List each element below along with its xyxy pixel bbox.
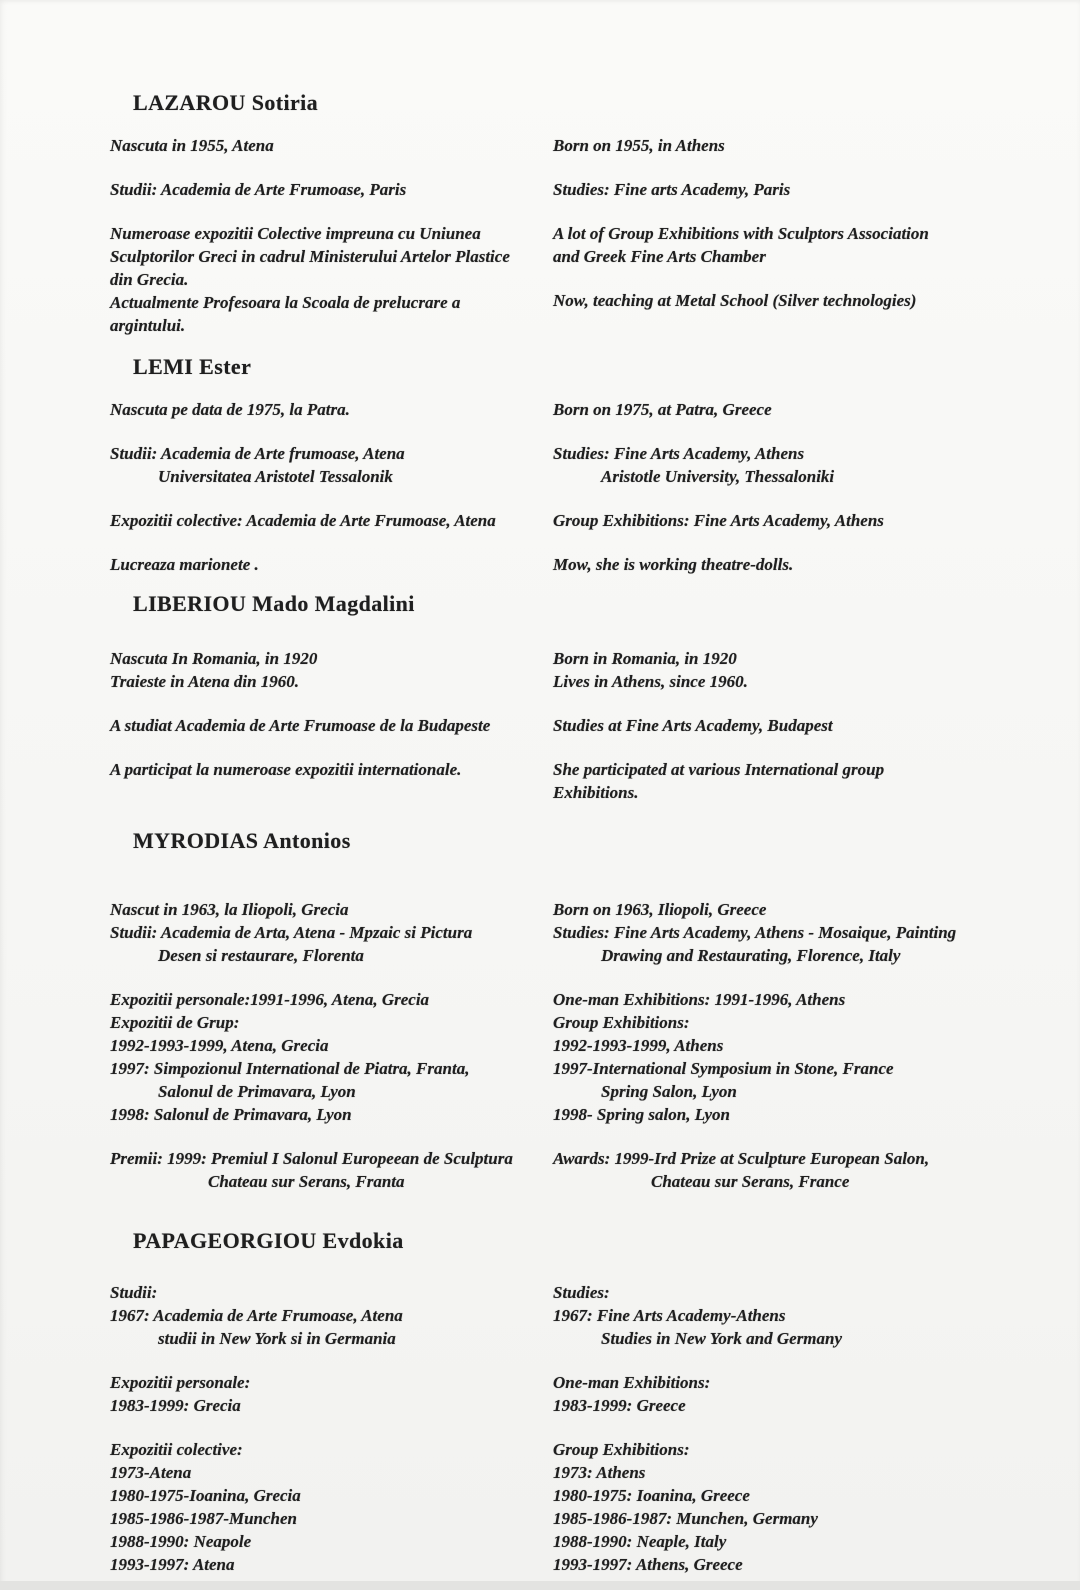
- text-line: Chateau sur Serans, France: [651, 1172, 850, 1191]
- text-line: 1998: Salonul de Primavara, Lyon: [110, 1105, 352, 1124]
- column-right-english: [553, 898, 956, 1193]
- text-line: 1983-1999: Greece: [553, 1396, 686, 1415]
- bio-paragraph: [110, 988, 513, 1126]
- text-line: 1967: Fine Arts Academy-Athens: [553, 1306, 786, 1325]
- text-line: 1983-1999: Grecia: [110, 1396, 241, 1415]
- text-line: Aristotle University, Thessaloniki: [601, 467, 835, 486]
- text-line: Nascuta in 1955, Atena: [110, 136, 274, 155]
- bio-paragraph: [110, 1438, 403, 1576]
- bio-paragraph: [110, 1147, 513, 1193]
- text-line: Expozitii personale:1991-1996, Atena, Grecia: [110, 990, 430, 1009]
- text-line: Studies:: [553, 1283, 610, 1302]
- column-left-romanian: [110, 1281, 403, 1576]
- text-line: Group Exhibitions:: [553, 1440, 690, 1459]
- text-line: Chateau sur Serans, Franta: [208, 1172, 405, 1191]
- text-line: 1993-1997: Atena: [110, 1555, 235, 1574]
- text-line: Traieste in Atena din 1960.: [110, 672, 300, 691]
- artist-section: [0, 90, 1080, 335]
- text-line: Spring Salon, Lyon: [601, 1082, 737, 1101]
- text-line: Born in Romania, in 1920: [553, 649, 737, 668]
- artist-name: LEMI Ester: [133, 354, 252, 379]
- text-line: Universitatea Aristotel Tessalonik: [158, 467, 393, 486]
- text-line: 1985-1986-1987-Munchen: [110, 1509, 298, 1528]
- text-line: 1985-1986-1987: Munchen, Germany: [553, 1509, 818, 1528]
- artist-name: MYRODIAS Antonios: [133, 828, 351, 853]
- text-line: 1980-1975-Ioanina, Grecia: [110, 1486, 301, 1505]
- text-line: Lives in Athens, since 1960.: [553, 672, 748, 691]
- bio-paragraph: [553, 988, 956, 1126]
- text-line: Drawing and Restaurating, Florence, Italy: [601, 946, 901, 965]
- text-line: Awards: 1999-Ird Prize at Sculpture European Salon,: [553, 1149, 930, 1168]
- text-line: Studii: Academia de Arte frumoase, Atena: [110, 444, 405, 463]
- text-line: 1980-1975: Ioanina, Greece: [553, 1486, 750, 1505]
- text-line: Lucreaza marionete .: [110, 555, 259, 574]
- bio-paragraph: [553, 758, 884, 804]
- bio-paragraph: [110, 222, 510, 337]
- text-line: argintului.: [110, 316, 186, 335]
- text-line: 1988-1990: Neaple, Italy: [553, 1532, 727, 1551]
- column-left-romanian: [110, 134, 510, 337]
- bio-paragraph: [110, 647, 490, 693]
- text-line: She participated at various International group: [553, 760, 885, 779]
- bio-paragraph: [553, 442, 884, 488]
- artist-name: PAPAGEORGIOU Evdokia: [133, 1228, 404, 1253]
- text-line: 1997: Simpozionul International de Piatra, Franta,: [110, 1059, 470, 1078]
- text-line: Expozitii colective: Academia de Arte Frumoase, Atena: [110, 511, 496, 530]
- text-line: Born on 1975, at Patra, Greece: [553, 400, 772, 419]
- text-line: Group Exhibitions: Fine Arts Academy, Athens: [553, 511, 884, 530]
- text-line: Studies: Fine Arts Academy, Athens: [553, 444, 805, 463]
- column-left-romanian: [110, 647, 490, 781]
- text-line: Salonul de Primavara, Lyon: [158, 1082, 356, 1101]
- text-line: Exhibitions.: [553, 783, 639, 802]
- text-line: Studii:: [110, 1283, 158, 1302]
- text-line: A studiat Academia de Arte Frumoase de la Budapeste: [110, 716, 491, 735]
- text-line: Nascuta pe data de 1975, la Patra.: [110, 400, 350, 419]
- text-line: Expozitii personale:: [110, 1373, 251, 1392]
- bio-paragraph: [553, 178, 929, 201]
- text-line: One-man Exhibitions:: [553, 1373, 711, 1392]
- text-line: Group Exhibitions:: [553, 1013, 690, 1032]
- text-line: Studies: Fine Arts Academy, Athens - Mosaique, Painting: [553, 923, 957, 942]
- bio-paragraph: [110, 553, 496, 576]
- column-right-english: [553, 134, 929, 312]
- text-line: Expozitii de Grup:: [110, 1013, 240, 1032]
- artist-section: [0, 1228, 1080, 1574]
- column-right-english: [553, 647, 884, 804]
- text-line: 1967: Academia de Arte Frumoase, Atena: [110, 1306, 403, 1325]
- bio-paragraph: [553, 647, 884, 693]
- artist-section: [0, 828, 1080, 1191]
- text-line: Now, teaching at Metal School (Silver technologies): [553, 291, 917, 310]
- bio-paragraph: [553, 1438, 842, 1576]
- bio-paragraph: [110, 1371, 403, 1417]
- text-line: Mow, she is working theatre-dolls.: [553, 555, 794, 574]
- text-line: and Greek Fine Arts Chamber: [553, 247, 766, 266]
- bio-paragraph: [110, 898, 513, 967]
- bio-paragraph: [110, 758, 490, 781]
- text-line: Numeroase expozitii Colective impreuna cu Uniunea: [110, 224, 481, 243]
- text-line: Born on 1955, in Athens: [553, 136, 725, 155]
- text-line: 1992-1993-1999, Atena, Grecia: [110, 1036, 329, 1055]
- text-line: 1973: Athens: [553, 1463, 646, 1482]
- bio-paragraph: [553, 222, 929, 268]
- bio-paragraph: [553, 289, 929, 312]
- text-line: 1988-1990: Neapole: [110, 1532, 252, 1551]
- text-line: A lot of Group Exhibitions with Sculptors Association: [553, 224, 929, 243]
- text-line: din Grecia.: [110, 270, 189, 289]
- bio-paragraph: [110, 509, 496, 532]
- bio-paragraph: [110, 178, 510, 201]
- bio-paragraph: [110, 398, 496, 421]
- text-line: Studii: Academia de Arta, Atena - Mpzaic si Pictura: [110, 923, 473, 942]
- text-line: 1973-Atena: [110, 1463, 192, 1482]
- text-line: 1992-1993-1999, Athens: [553, 1036, 724, 1055]
- bio-paragraph: [110, 714, 490, 737]
- text-line: Nascuta In Romania, in 1920: [110, 649, 318, 668]
- bio-paragraph: [110, 1281, 403, 1350]
- text-line: Studies: Fine arts Academy, Paris: [553, 180, 791, 199]
- bio-paragraph: [553, 1147, 956, 1193]
- text-line: One-man Exhibitions: 1991-1996, Athens: [553, 990, 846, 1009]
- bio-paragraph: [553, 898, 956, 967]
- bio-paragraph: [553, 398, 884, 421]
- text-line: Expozitii colective:: [110, 1440, 243, 1459]
- text-line: 1998- Spring salon, Lyon: [553, 1105, 730, 1124]
- text-line: Premii: 1999: Premiul I Salonul Europeean de Sculptura: [110, 1149, 513, 1168]
- text-line: Studies at Fine Arts Academy, Budapest: [553, 716, 833, 735]
- bio-paragraph: [110, 134, 510, 157]
- text-line: Sculptorilor Greci in cadrul Ministerului Artelor Plastice: [110, 247, 510, 266]
- artist-section: [0, 591, 1080, 802]
- bio-paragraph: [553, 1281, 842, 1350]
- column-right-english: [553, 1281, 842, 1576]
- artist-name: LIBERIOU Mado Magdalini: [133, 591, 415, 616]
- column-left-romanian: [110, 398, 496, 576]
- artist-name: LAZAROU Sotiria: [133, 90, 319, 115]
- text-line: Born on 1963, Iliopoli, Greece: [553, 900, 767, 919]
- text-line: Actualmente Profesoara la Scoala de prelucrare a: [110, 293, 461, 312]
- text-line: 1997-International Symposium in Stone, France: [553, 1059, 894, 1078]
- bio-paragraph: [553, 553, 884, 576]
- text-line: Studies in New York and Germany: [601, 1329, 843, 1348]
- artist-section: [0, 354, 1080, 574]
- column-left-romanian: [110, 898, 513, 1193]
- text-line: studii in New York si in Germania: [158, 1329, 396, 1348]
- text-line: Nascut in 1963, la Iliopoli, Grecia: [110, 900, 349, 919]
- bio-paragraph: [110, 442, 496, 488]
- bio-paragraph: [553, 134, 929, 157]
- bio-paragraph: [553, 1371, 842, 1417]
- text-line: 1993-1997: Athens, Greece: [553, 1555, 743, 1574]
- bio-paragraph: [553, 509, 884, 532]
- text-line: A participat la numeroase expozitii internationale.: [110, 760, 462, 779]
- text-line: Desen si restaurare, Florenta: [158, 946, 364, 965]
- text-line: Studii: Academia de Arte Frumoase, Paris: [110, 180, 407, 199]
- bio-paragraph: [553, 714, 884, 737]
- column-right-english: [553, 398, 884, 576]
